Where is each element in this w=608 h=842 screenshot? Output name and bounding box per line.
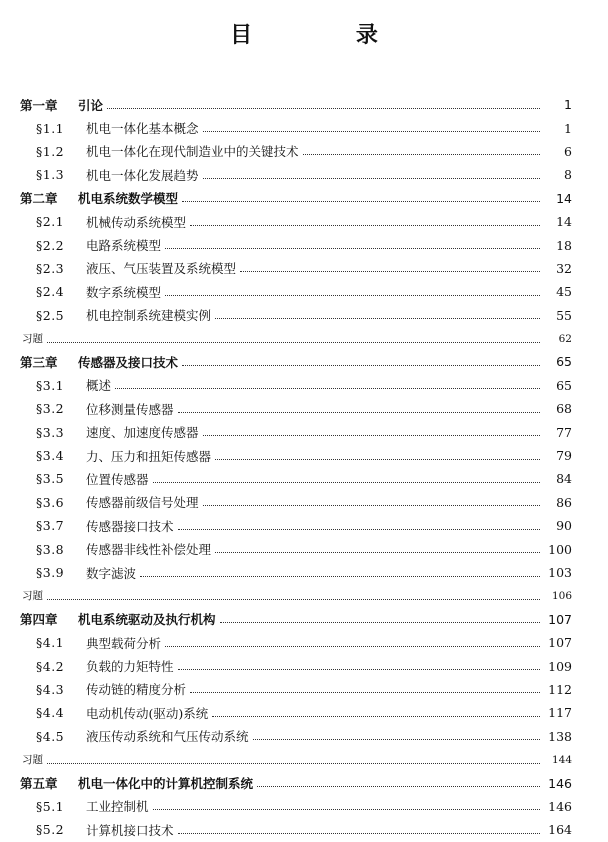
dot-leader bbox=[178, 832, 540, 834]
dot-leader bbox=[303, 153, 540, 155]
toc-entry-title: 液压传动系统和气压传动系统 bbox=[86, 729, 249, 745]
dot-leader bbox=[215, 458, 540, 460]
dot-leader bbox=[190, 691, 540, 693]
toc-entry-number: §3.3 bbox=[36, 424, 65, 440]
toc-page-number: 1 bbox=[564, 97, 572, 113]
toc-page-number: 164 bbox=[548, 822, 572, 838]
toc-section-row bbox=[0, 233, 608, 256]
dot-leader bbox=[203, 130, 540, 132]
toc-entry-number: §3.8 bbox=[36, 541, 65, 557]
dot-leader bbox=[203, 177, 540, 179]
toc-section-row bbox=[0, 561, 608, 584]
toc-entry-title: 电动机传动(驱动)系统 bbox=[86, 705, 209, 721]
toc-section-row bbox=[0, 210, 608, 233]
toc-entry-number: §3.5 bbox=[36, 471, 65, 487]
toc-entry-number: §3.2 bbox=[36, 401, 65, 417]
toc-entry-title: 传感器接口技术 bbox=[86, 518, 174, 534]
toc-entry-title: 机电控制系统建模实例 bbox=[86, 308, 212, 324]
toc-entry-title: 机电一体化在现代制造业中的关键技术 bbox=[86, 144, 299, 160]
toc-section-row bbox=[0, 397, 608, 420]
toc-entry-title: 位移测量传感器 bbox=[86, 401, 174, 417]
toc-entry-title: 机电一体化基本概念 bbox=[86, 121, 199, 137]
page-title: 目 录 bbox=[230, 23, 426, 48]
toc-page-number: 138 bbox=[548, 728, 572, 744]
toc-entry-title: 机电系统驱动及执行机构 bbox=[78, 612, 216, 628]
toc-chapter-row bbox=[0, 771, 608, 794]
dot-leader bbox=[153, 481, 540, 483]
dot-leader bbox=[220, 621, 540, 623]
toc-entry-title: 电路系统模型 bbox=[86, 238, 162, 254]
dot-leader bbox=[140, 575, 540, 577]
toc-page-number: 100 bbox=[548, 541, 572, 557]
toc-entry-number: §4.5 bbox=[36, 728, 65, 744]
toc-entry-title: 计算机接口技术 bbox=[86, 822, 174, 838]
toc-chapter-row bbox=[0, 187, 608, 210]
toc-entry-title: 机电一体化中的计算机控制系统 bbox=[78, 776, 254, 792]
toc-page-number: 79 bbox=[556, 448, 572, 464]
toc-section-row bbox=[0, 818, 608, 841]
toc-page-number: 107 bbox=[548, 611, 572, 627]
dot-leader bbox=[47, 762, 540, 764]
dot-leader bbox=[178, 668, 540, 670]
toc-page-number: 84 bbox=[556, 471, 572, 487]
toc-page-number: 107 bbox=[548, 635, 572, 651]
toc-exercise-row bbox=[0, 327, 608, 350]
toc-section-row bbox=[0, 304, 608, 327]
toc-chapter-row bbox=[0, 93, 608, 116]
toc-section-row bbox=[0, 257, 608, 280]
toc-page-number: 55 bbox=[556, 307, 572, 323]
dot-leader bbox=[215, 551, 540, 553]
dot-leader bbox=[115, 387, 540, 389]
toc-section-row bbox=[0, 140, 608, 163]
toc-entry-title: 习题 bbox=[22, 333, 43, 346]
toc-entry-title: 习题 bbox=[22, 754, 43, 767]
dot-leader bbox=[165, 294, 540, 296]
dot-leader bbox=[212, 715, 540, 717]
dot-leader bbox=[153, 808, 540, 810]
dot-leader bbox=[178, 528, 540, 530]
toc-page-number: 112 bbox=[548, 681, 572, 697]
toc-page-number: 65 bbox=[556, 354, 572, 370]
toc-entry-number: §3.4 bbox=[36, 448, 65, 464]
toc-page-number: 45 bbox=[556, 284, 572, 300]
toc-section-row bbox=[0, 116, 608, 139]
toc-entry-title: 引论 bbox=[78, 97, 104, 113]
toc-entry-title: 概述 bbox=[86, 378, 112, 394]
toc-entry-number: §5.1 bbox=[36, 798, 65, 814]
toc-entry-number: §2.3 bbox=[36, 260, 65, 276]
toc-page-number: 103 bbox=[548, 565, 572, 580]
dot-leader bbox=[203, 434, 540, 436]
toc-entry-title: 负载的力矩特性 bbox=[86, 659, 174, 675]
toc-entry-title: 传动链的精度分析 bbox=[86, 682, 187, 698]
toc-section-row bbox=[0, 654, 608, 677]
toc-page-number: 77 bbox=[556, 424, 572, 440]
toc-page-number: 62 bbox=[558, 332, 572, 345]
dot-leader bbox=[182, 364, 540, 366]
dot-leader bbox=[47, 598, 540, 600]
toc-section-row bbox=[0, 374, 608, 397]
toc-entry-number: §4.1 bbox=[36, 635, 65, 651]
toc-section-row bbox=[0, 678, 608, 701]
toc-section-row bbox=[0, 420, 608, 443]
toc-chapter-row bbox=[0, 350, 608, 373]
toc-entry-title: 传感器前级信号处理 bbox=[86, 495, 199, 511]
toc-page-number: 8 bbox=[564, 167, 572, 183]
toc-page-number: 106 bbox=[551, 589, 572, 602]
toc-section-row bbox=[0, 725, 608, 748]
toc-page-number: 18 bbox=[556, 237, 572, 253]
toc-page-number: 14 bbox=[556, 190, 572, 206]
toc-entry-number: §4.2 bbox=[36, 658, 65, 674]
toc-page-number: 117 bbox=[548, 705, 572, 721]
toc-entry-number: §1.1 bbox=[36, 120, 65, 136]
toc-entry-title: 位置传感器 bbox=[86, 471, 149, 487]
toc-page-number: 86 bbox=[556, 494, 572, 510]
toc-entry-number: §2.2 bbox=[36, 237, 65, 253]
toc-entry-number: §3.7 bbox=[36, 518, 65, 534]
toc-entry-title: 机电一体化发展趋势 bbox=[86, 167, 199, 183]
toc-exercise-row bbox=[0, 748, 608, 771]
toc-page-number: 65 bbox=[556, 377, 572, 393]
toc-section-row bbox=[0, 631, 608, 654]
toc-page-number: 109 bbox=[548, 658, 572, 674]
toc-entry-title: 数字滤波 bbox=[86, 565, 137, 581]
dot-leader bbox=[203, 504, 540, 506]
toc-entry-number: §3.6 bbox=[36, 494, 65, 510]
toc-section-row bbox=[0, 701, 608, 724]
toc-entry-title: 液压、气压装置及系统模型 bbox=[86, 261, 237, 277]
toc-page-number: 90 bbox=[556, 518, 572, 534]
toc-page-number: 146 bbox=[548, 775, 572, 791]
toc-page-number: 14 bbox=[556, 214, 572, 230]
dot-leader bbox=[107, 107, 540, 109]
toc-page-number: 1 bbox=[564, 120, 572, 136]
dot-leader bbox=[215, 317, 540, 319]
toc-entry-number: §1.2 bbox=[36, 143, 65, 159]
toc-entry-number: 第五章 bbox=[20, 776, 58, 792]
toc-section-row bbox=[0, 491, 608, 514]
toc-entry-number: §4.4 bbox=[36, 705, 65, 721]
toc-section-row bbox=[0, 280, 608, 303]
toc-entry-title: 数字系统模型 bbox=[86, 284, 162, 300]
toc-section-row bbox=[0, 514, 608, 537]
toc-entry-number: §2.1 bbox=[36, 214, 65, 230]
dot-leader bbox=[47, 341, 540, 343]
dot-leader bbox=[182, 200, 540, 202]
toc-entry-number: §1.3 bbox=[36, 167, 65, 183]
toc-chapter-row bbox=[0, 608, 608, 631]
toc-entry-number: §2.5 bbox=[36, 307, 65, 323]
toc-page-number: 68 bbox=[556, 401, 572, 417]
toc-entry-title: 工业控制机 bbox=[86, 799, 149, 815]
dot-leader bbox=[240, 270, 540, 272]
toc-section-row bbox=[0, 537, 608, 560]
toc-section-row bbox=[0, 467, 608, 490]
toc-entry-number: 第三章 bbox=[20, 354, 58, 370]
toc-page-number: 6 bbox=[564, 143, 572, 159]
toc-entry-title: 机电系统数学模型 bbox=[78, 191, 179, 207]
dot-leader bbox=[257, 785, 540, 787]
toc-entry-number: §4.3 bbox=[36, 681, 65, 697]
toc-entry-title: 典型载荷分析 bbox=[86, 635, 162, 651]
toc-exercise-row bbox=[0, 584, 608, 607]
dot-leader bbox=[253, 738, 540, 740]
dot-leader bbox=[190, 224, 540, 226]
toc-entry-number: §2.4 bbox=[36, 284, 65, 300]
dot-leader bbox=[165, 645, 540, 647]
toc-entry-title: 力、压力和扭矩传感器 bbox=[86, 448, 212, 464]
toc-entry-title: 传感器非线性补偿处理 bbox=[86, 542, 212, 558]
toc-entry-number: §3.1 bbox=[36, 377, 65, 393]
toc-entry-title: 速度、加速度传感器 bbox=[86, 425, 199, 441]
dot-leader bbox=[165, 247, 540, 249]
toc-entry-title: 机械传动系统模型 bbox=[86, 214, 187, 230]
dot-leader bbox=[178, 411, 540, 413]
toc-section-row bbox=[0, 444, 608, 467]
toc-entry-number: 第二章 bbox=[20, 191, 58, 207]
toc-entry-number: 第四章 bbox=[20, 612, 58, 628]
toc-entry-title: 习题 bbox=[22, 590, 43, 603]
toc-entry-number: §5.2 bbox=[36, 822, 65, 838]
toc-entry-title: 传感器及接口技术 bbox=[78, 354, 179, 370]
toc-section-row bbox=[0, 795, 608, 818]
toc-page-number: 32 bbox=[556, 260, 572, 276]
toc-section-row bbox=[0, 163, 608, 186]
toc-page-number: 146 bbox=[548, 798, 572, 814]
toc-entry-number: 第一章 bbox=[20, 97, 58, 113]
table-of-contents bbox=[0, 93, 608, 842]
toc-entry-number: §3.9 bbox=[36, 565, 65, 580]
toc-page-number: 144 bbox=[551, 753, 572, 766]
